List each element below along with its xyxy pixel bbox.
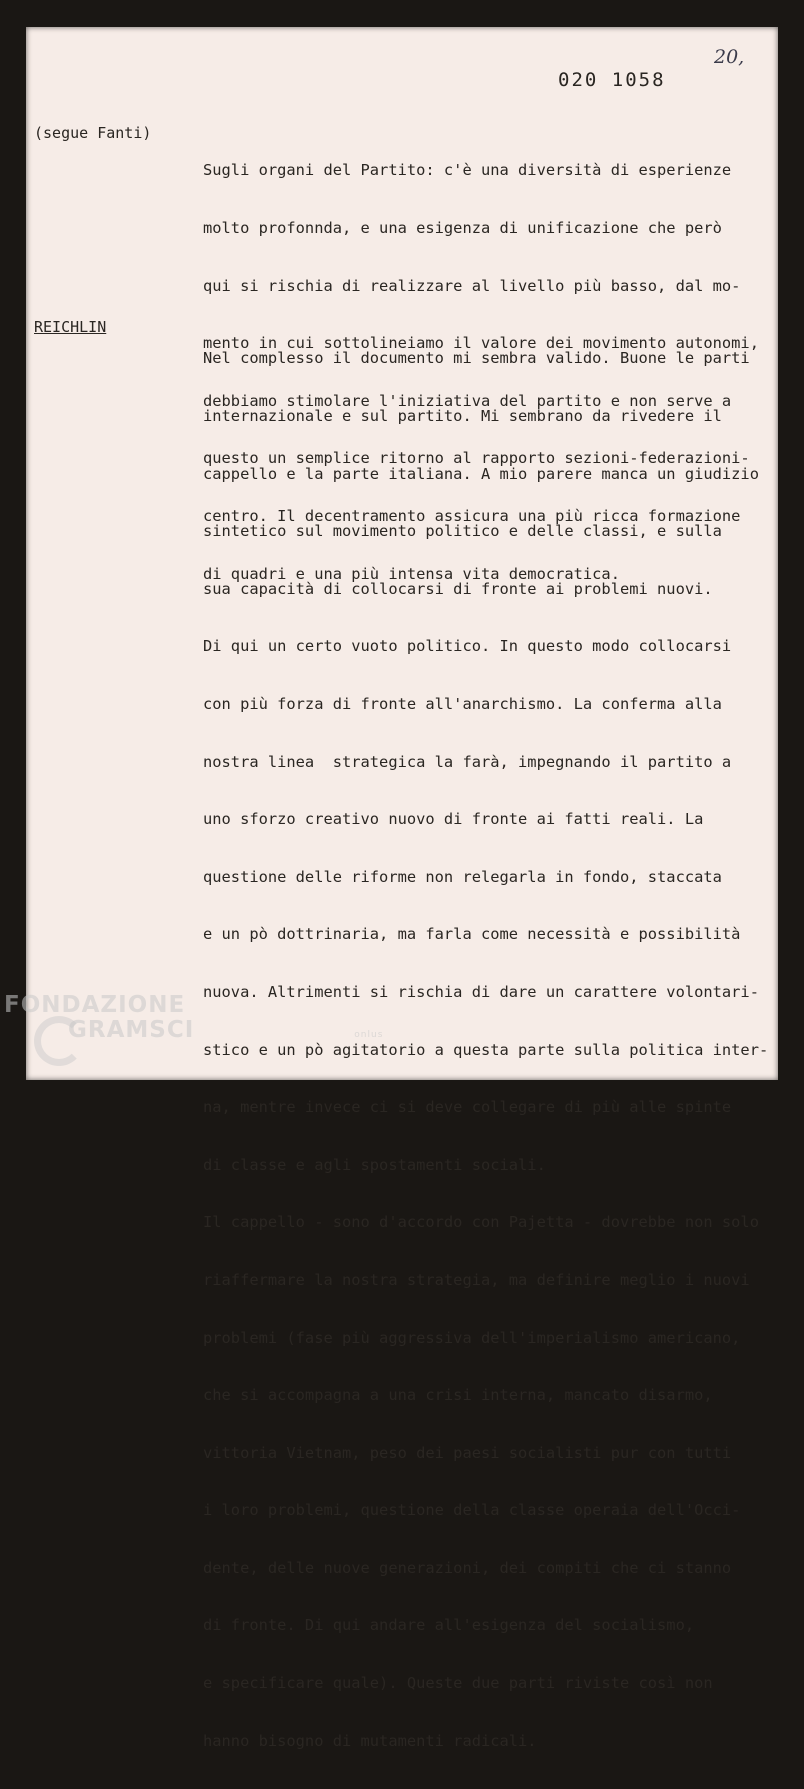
text-line: Sugli organi del Partito: c'è una diversità di esperienze	[203, 161, 732, 180]
text-line: Il cappello - sono d'accordo con Pajetta - dovrebbe non solo	[203, 1213, 759, 1232]
text-line: Nel complesso il documento mi sembra valido. Buone le parti	[203, 349, 750, 368]
text-line: di classe e agli spostamenti sociali.	[203, 1155, 546, 1174]
document-number: 020 1058	[558, 69, 666, 91]
text-line: questione delle riforme non relegarla in fondo, staccata	[203, 867, 722, 886]
watermark-suffix: onlus	[354, 1030, 384, 1040]
text-line: hanno bisogno di mutamenti radicali.	[203, 1731, 537, 1750]
speaker-label-reichlin: REICHLIN	[34, 318, 107, 336]
text-line: stico e un pò agitatorio a questa parte sulla politica inter-	[203, 1040, 769, 1059]
text-line: centro. Il decentramento assicura una più ricca formazione	[203, 506, 741, 525]
text-line: internazionale e sul partito. Mi sembrano da rivedere il	[203, 407, 722, 425]
text-line: qui si rischia di realizzare al livello più basso, dal mo-	[203, 276, 741, 295]
text-line: che si accompagna a una crisi interna, mancato disarmo,	[203, 1386, 713, 1405]
text-line: debbiamo stimolare l'iniziativa del partito e non serve a	[203, 391, 732, 410]
text-line: questo un semplice ritorno al rapporto sezioni-federazioni-	[203, 449, 750, 468]
text-line: i loro problemi, questione della classe operaia dell'Occi-	[203, 1501, 741, 1520]
text-line: di quadri e una più intensa vita democratica.	[203, 564, 620, 583]
text-line: e un pò dottrinaria, ma farla come necessità e possibilità	[203, 925, 741, 944]
text-line: mento in cui sottolineiamo il valore dei movimento autonomi,	[203, 334, 759, 353]
text-line: dente, delle nuove generazioni, dei compiti che ci stanno	[203, 1558, 732, 1577]
text-line: uno sforzo creativo nuovo di fronte ai fatti reali. La	[203, 810, 704, 829]
watermark-line2-text: GRAMSCI	[68, 1017, 195, 1043]
gramsci-logo-icon	[34, 1016, 84, 1066]
document-page	[26, 27, 778, 1750]
text-line: cappello e la parte italiana. A mio parere manca un giudizio	[203, 464, 759, 483]
text-line: Di qui un certo vuoto politico. In questo modo collocarsi	[203, 637, 732, 656]
text-line: di fronte. Di qui andare all'esigenza del socialismo,	[203, 1616, 695, 1635]
watermark-line2	[68, 1019, 383, 1042]
text-line: nuova. Altrimenti si rischia di dare un carattere volontari-	[203, 982, 759, 1001]
text-line: sua capacità di collocarsi di fronte ai problemi nuovi.	[203, 579, 713, 598]
speaker-label-fanti: (segue Fanti)	[34, 124, 152, 142]
text-line: con più forza di fronte all'anarchismo. La conferma alla	[203, 694, 722, 713]
text-line: problemi (fase più aggressiva dell'imperialismo americano,	[203, 1328, 741, 1347]
text-line: na, mentre invece ci si deve collegare di più alle spinte	[203, 1098, 732, 1117]
text-line: riaffermare la nostra strategia, ma definire meglio i nuovi	[203, 1270, 750, 1289]
handwritten-page-number: 20,	[714, 46, 745, 68]
paragraph-reichlin	[203, 311, 783, 1789]
text-line: e specificare quale). Queste due parti riviste così non	[203, 1674, 713, 1693]
text-line: vittoria Vietnam, peso dei paesi socialisti pur con tutti	[203, 1443, 732, 1462]
text-line: nostra linea strategica la farà, impegnando il partito a	[203, 752, 732, 771]
fondazione-gramsci-watermark	[4, 994, 383, 1042]
text-line: molto profonnda, e una esigenza di unificazione che però	[203, 219, 722, 237]
watermark-line1: FONDAZIONE	[4, 992, 186, 1018]
text-line: sintetico sul movimento politico e delle classi, e sulla	[203, 522, 722, 541]
